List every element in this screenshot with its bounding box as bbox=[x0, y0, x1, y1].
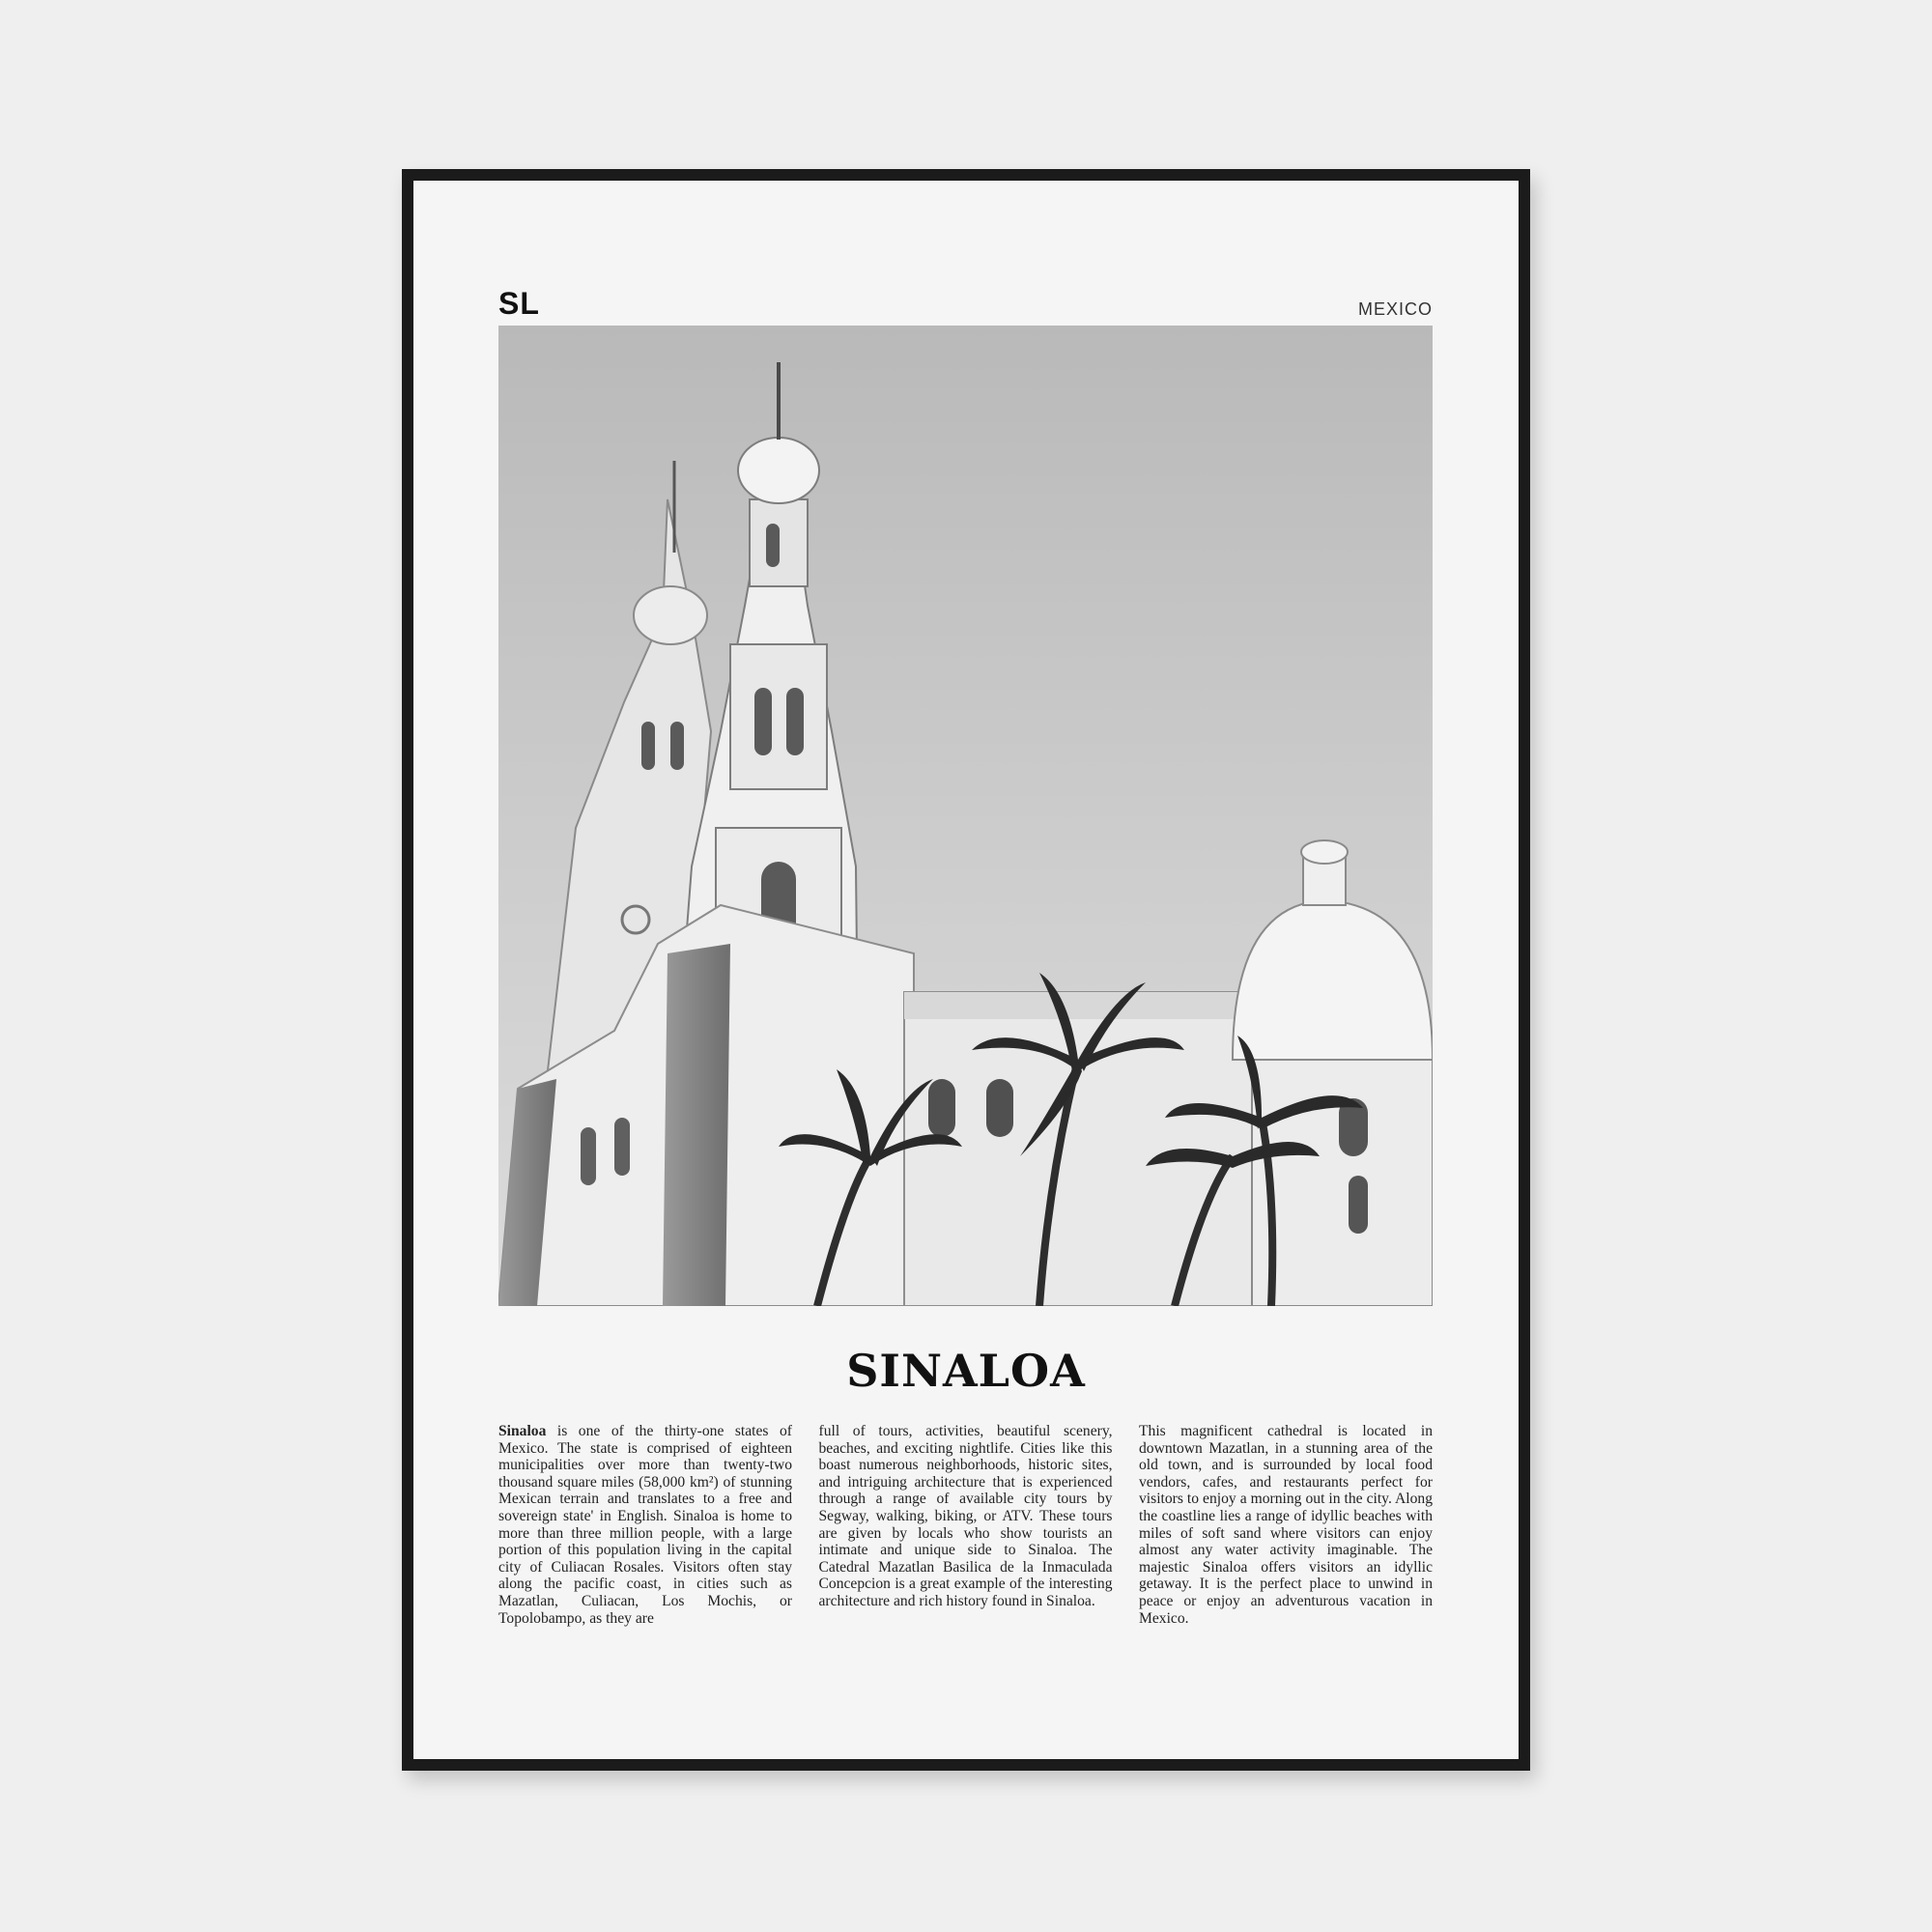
description-column-1 bbox=[498, 1423, 792, 1627]
state-abbreviation: SL bbox=[498, 286, 540, 321]
description-column-2: full of tours, activities, beautiful scenery, beaches, and exciting nightlife. Cities like this boast numerous neighborhoods, historic sites, and intriguing architecture that is experienced through a range of available city tours by Segway, walking, biking, or ATV. These tours are given by locals who show tourists an intimate and unique side to Sinaloa. The Catedral Mazatlan Basilica de la Inmaculada Concepcion is a great example of the interesting architecture and rich history found in Sinaloa. bbox=[818, 1423, 1113, 1609]
country-label: MEXICO bbox=[1357, 299, 1433, 319]
poster-title: SINALOA bbox=[846, 1345, 1086, 1397]
column-1-text: is one of the thirty-one states of Mexico. The state is comprised of eighteen municipalities over more than twenty-two thousand square miles (58,000 km²) of stunning Mexican terrain and translates to a free and sovereign state' in English. Sinaloa is home to more than three million people, with a large portion of this population living in the capital city of Culiacan Rosales. Visitors often stay along the pacific coast, in cities such as Mazatlan, Culiacan, Los Mochis, or Topolobampo, as they are bbox=[498, 1423, 792, 1627]
cathedral-photo bbox=[498, 326, 1433, 1306]
description-columns bbox=[498, 1423, 1433, 1627]
lead-word: Sinaloa bbox=[498, 1423, 547, 1439]
description-column-3: This magnificent cathedral is located in downtown Mazatlan, in a stunning area of the old town, and is surrounded by local food vendors, cafes, and restaurants perfect for visitors to enjoy a morning out in the city. Along the coastline lies a range of idyllic beaches with miles of soft sand where visitors can enjoy almost any water activity imaginable. The majestic Sinaloa offers visitors an idyllic getaway. It is the perfect place to unwind in peace or enjoy an adventurous vacation in Mexico. bbox=[1139, 1423, 1433, 1627]
